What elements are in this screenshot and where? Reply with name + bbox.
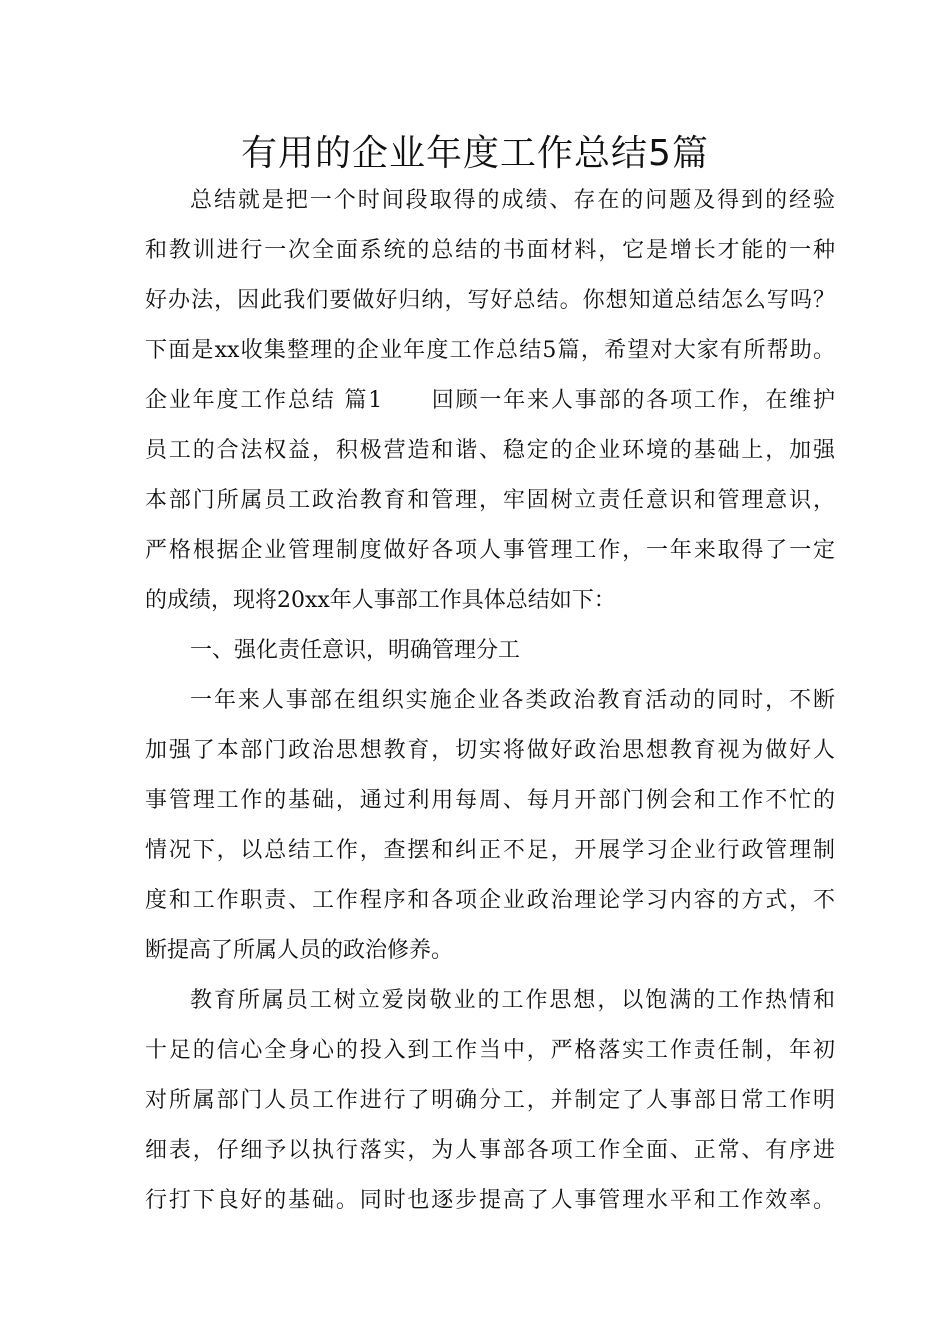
- paragraph-2-line-5: 行打下良好的基础。同时也逐步提高了人事管理水平和工作效率。: [145, 1188, 835, 1213]
- paragraph-1-line-6: 断提高了所属人员的政治修养。: [145, 938, 454, 963]
- document-title: 有用的企业年度工作总结5篇: [241, 133, 709, 174]
- section-line-5: 的成绩，现将20xx年人事部工作具体总结如下：: [145, 588, 616, 613]
- section-line-2: 员工的合法权益，积极营造和谐、稳定的企业环境的基础上，加强: [145, 438, 835, 463]
- paragraph-2-line-2: 十足的信心全身心的投入到工作当中，严格落实工作责任制，年初: [145, 1038, 835, 1063]
- paragraph-1-line-4: 情况下，以总结工作，查摆和纠正不足，开展学习企业行政管理制: [145, 838, 835, 863]
- section-line-3: 本部门所属员工政治教育和管理，牢固树立责任意识和管理意识，: [145, 488, 835, 513]
- intro-line-2: 和教训进行一次全面系统的总结的书面材料，它是增长才能的一种: [145, 238, 835, 263]
- subheading: 一、强化责任意识，明确管理分工: [190, 638, 521, 663]
- section-line-4: 严格根据企业管理制度做好各项人事管理工作，一年来取得了一定: [145, 538, 835, 563]
- paragraph-1-line-5: 度和工作职责、工作程序和各项企业政治理论学习内容的方式，不: [145, 888, 835, 913]
- paragraph-2-line-3: 对所属部门人员工作进行了明确分工，并制定了人事部日常工作明: [145, 1088, 835, 1113]
- intro-line-4: 下面是xx收集整理的企业年度工作总结5篇，希望对大家有所帮助。: [145, 338, 835, 363]
- intro-line-3: 好办法，因此我们要做好归纳，写好总结。你想知道总结怎么写吗？: [145, 288, 835, 313]
- paragraph-2-line-4: 细表，仔细予以执行落实，为人事部各项工作全面、正常、有序进: [145, 1138, 835, 1163]
- section-line-1: 企业年度工作总结 篇1 回顾一年来人事部的各项工作，在维护: [145, 388, 835, 413]
- paragraph-1-line-1: 一年来人事部在组织实施企业各类政治教育活动的同时，不断: [190, 688, 835, 713]
- intro-line-1: 总结就是把一个时间段取得的成绩、存在的问题及得到的经验: [190, 188, 835, 213]
- paragraph-1-line-3: 事管理工作的基础，通过利用每周、每月开部门例会和工作不忙的: [145, 788, 835, 813]
- paragraph-2-line-1: 教育所属员工树立爱岗敬业的工作思想，以饱满的工作热情和: [190, 988, 835, 1013]
- paragraph-1-line-2: 加强了本部门政治思想教育，切实将做好政治思想教育视为做好人: [145, 738, 835, 763]
